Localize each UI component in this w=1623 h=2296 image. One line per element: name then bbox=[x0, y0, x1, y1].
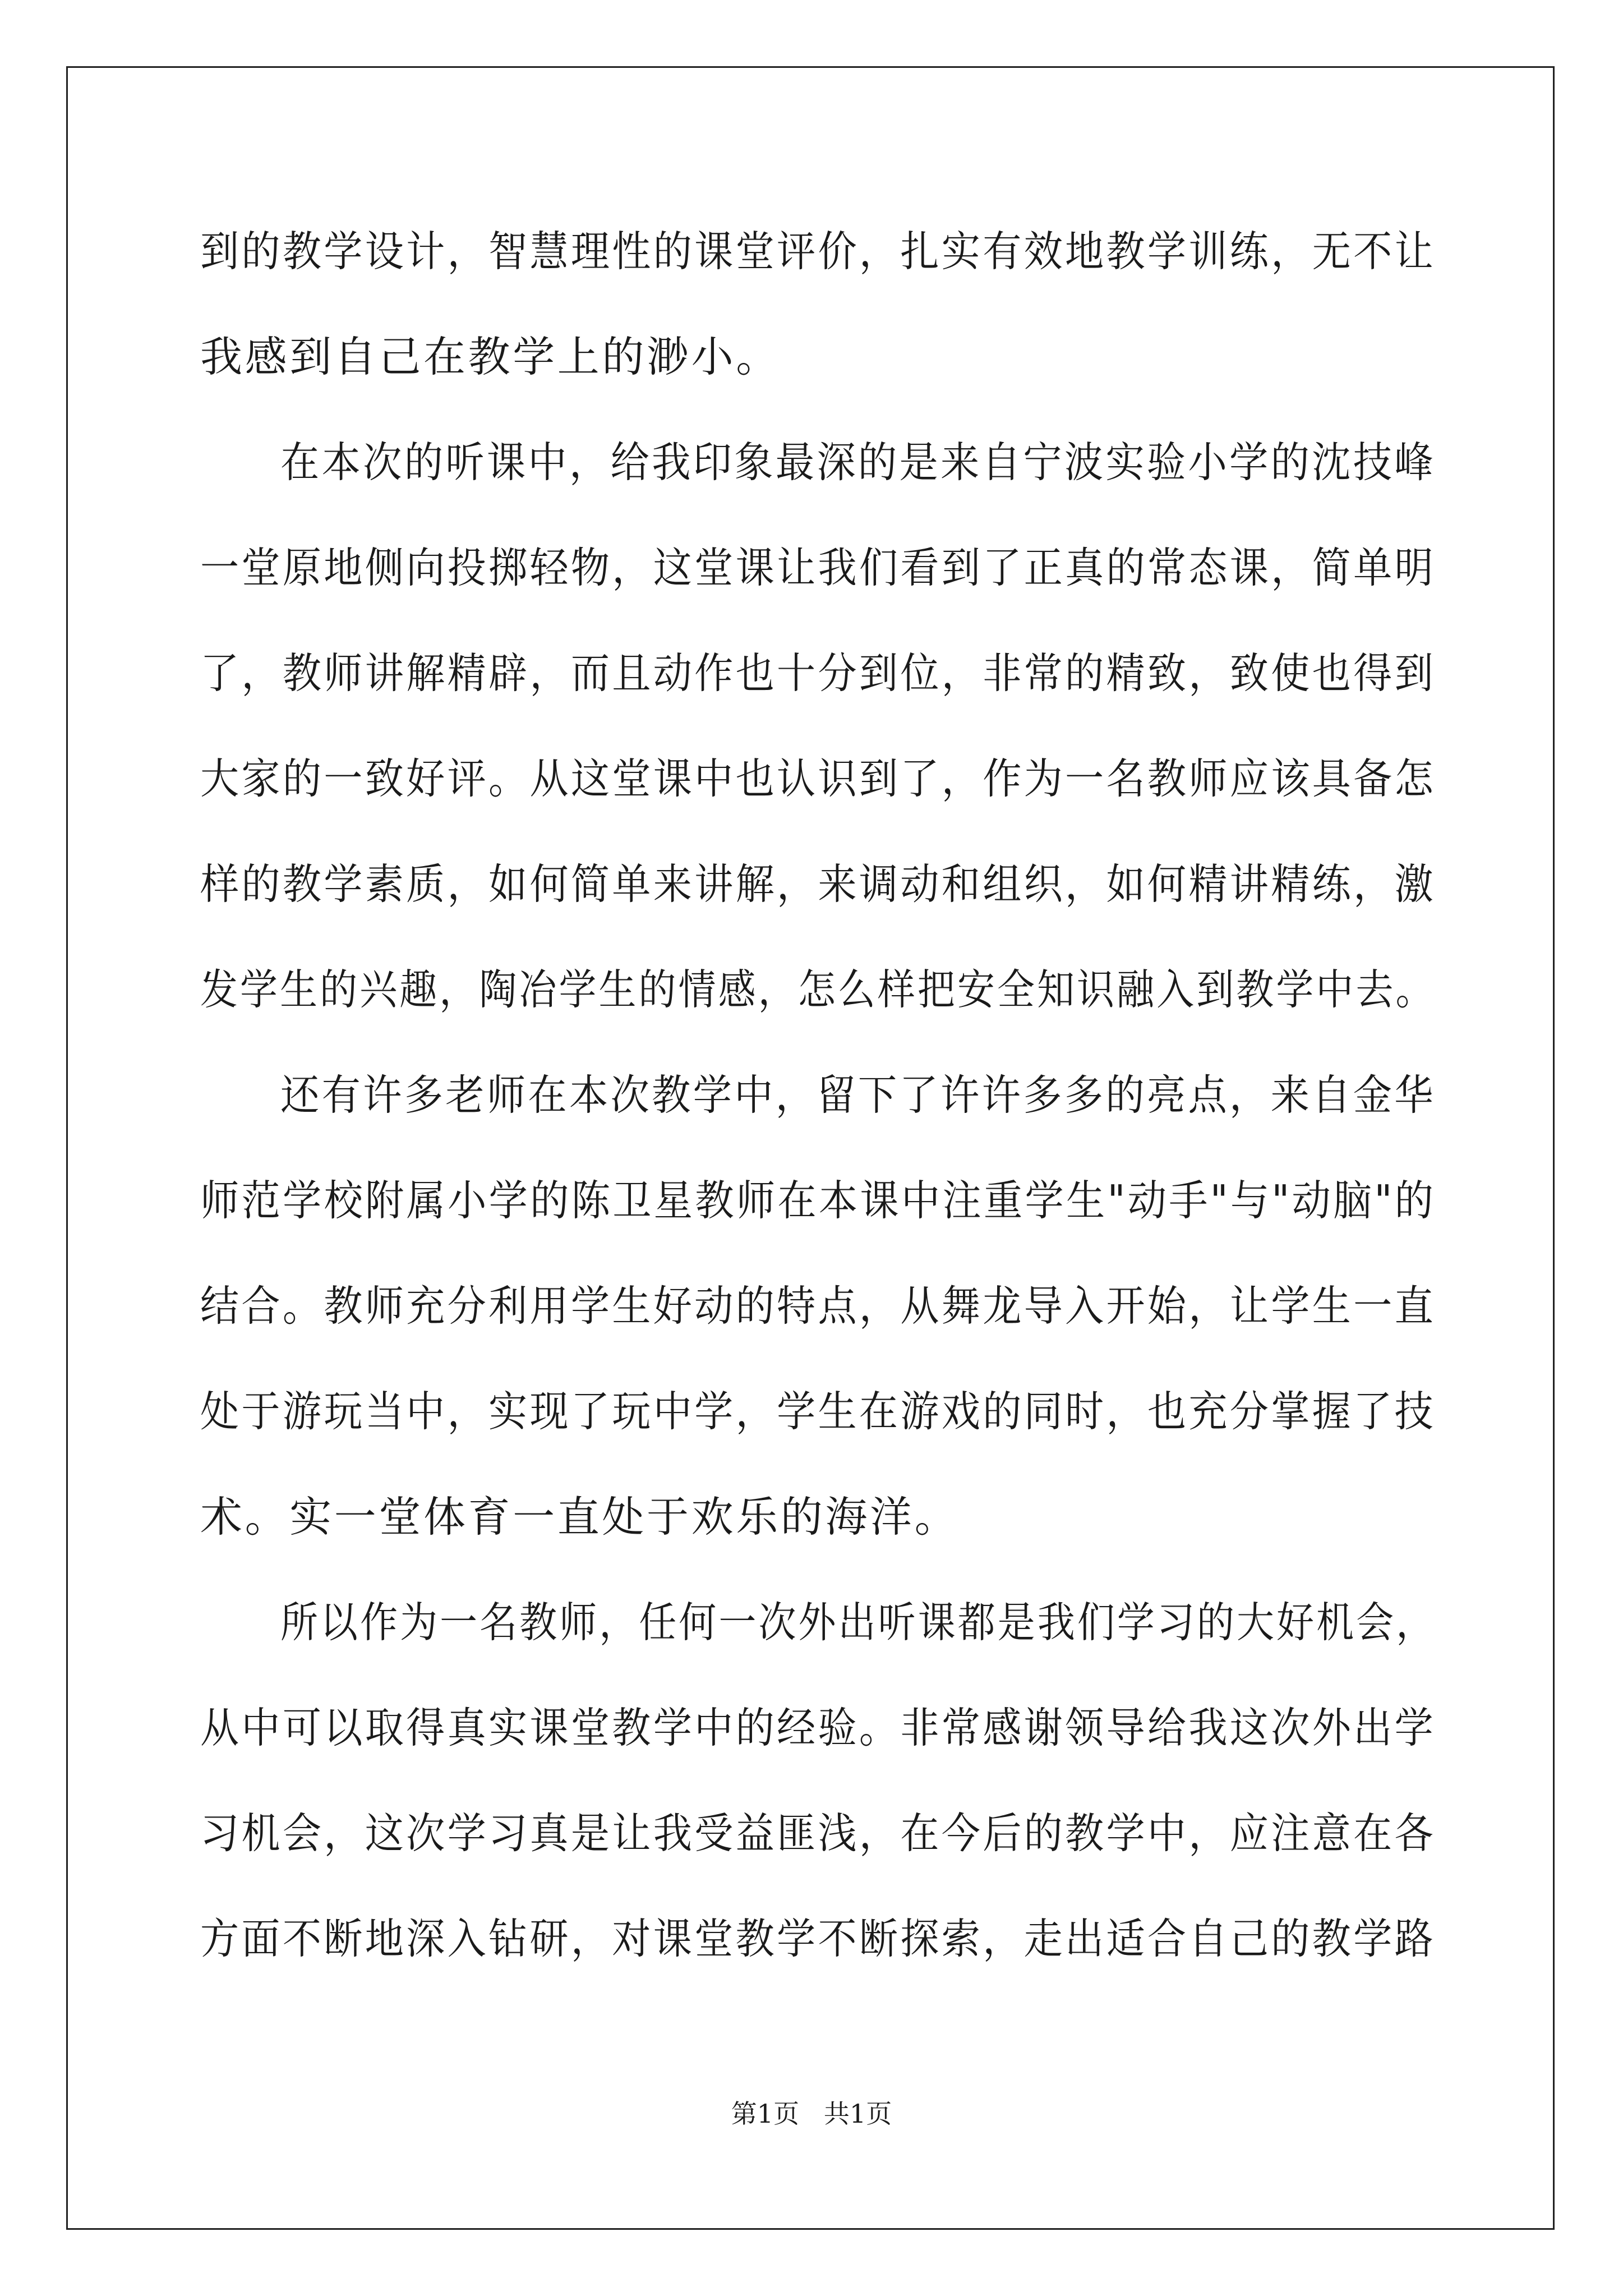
paragraph-start-line: 在本次的听课中，给我印象最深的是来自宁波实验小学的沈技峰 bbox=[280, 438, 1436, 487]
text-line: 到的教学设计，智慧理性的课堂评价，扎实有效地教学训练，无不让 bbox=[200, 227, 1436, 276]
page-number-footer: 第1页 共1页 bbox=[731, 2099, 892, 2129]
text-line: 处于游玩当中，实现了玩中学，学生在游戏的同时，也充分掌握了技 bbox=[200, 1387, 1436, 1436]
paragraph-start-line: 还有许多老师在本次教学中，留下了许许多多的亮点，来自金华 bbox=[280, 1070, 1436, 1120]
text-line: 术。实一堂体育一直处于欢乐的海洋。 bbox=[200, 1492, 960, 1542]
text-line: 我感到自己在教学上的渺小。 bbox=[200, 332, 781, 381]
text-line: 一堂原地侧向投掷轻物，这堂课让我们看到了正真的常态课，简单明 bbox=[200, 543, 1436, 592]
text-line: 了，教师讲解精辟，而且动作也十分到位，非常的精致，致使也得到 bbox=[200, 648, 1436, 698]
paragraph-start-line: 所以作为一名教师，任何一次外出听课都是我们学习的大好机会， bbox=[280, 1598, 1436, 1647]
text-line: 从中可以取得真实课堂教学中的经验。非常感谢领导给我这次外出学 bbox=[200, 1703, 1436, 1752]
text-line: 发学生的兴趣，陶冶学生的情感，怎么样把安全知识融入到教学中去。 bbox=[200, 965, 1436, 1014]
text-line: 方面不断地深入钻研，对课堂教学不断探索，走出适合自己的教学路 bbox=[200, 1914, 1436, 1963]
text-line: 师范学校附属小学的陈卫星教师在本课中注重学生"动手"与"动脑"的 bbox=[200, 1176, 1436, 1225]
text-line: 大家的一致好评。从这堂课中也认识到了，作为一名教师应该具备怎 bbox=[200, 754, 1436, 803]
text-line: 习机会，这次学习真是让我受益匪浅，在今后的教学中，应注意在各 bbox=[200, 1809, 1436, 1858]
text-line: 结合。教师充分利用学生好动的特点，从舞龙导入开始，让学生一直 bbox=[200, 1281, 1436, 1331]
text-line: 样的教学素质，如何简单来讲解，来调动和组织，如何精讲精练，激 bbox=[200, 859, 1436, 909]
page-border bbox=[66, 66, 1555, 2230]
